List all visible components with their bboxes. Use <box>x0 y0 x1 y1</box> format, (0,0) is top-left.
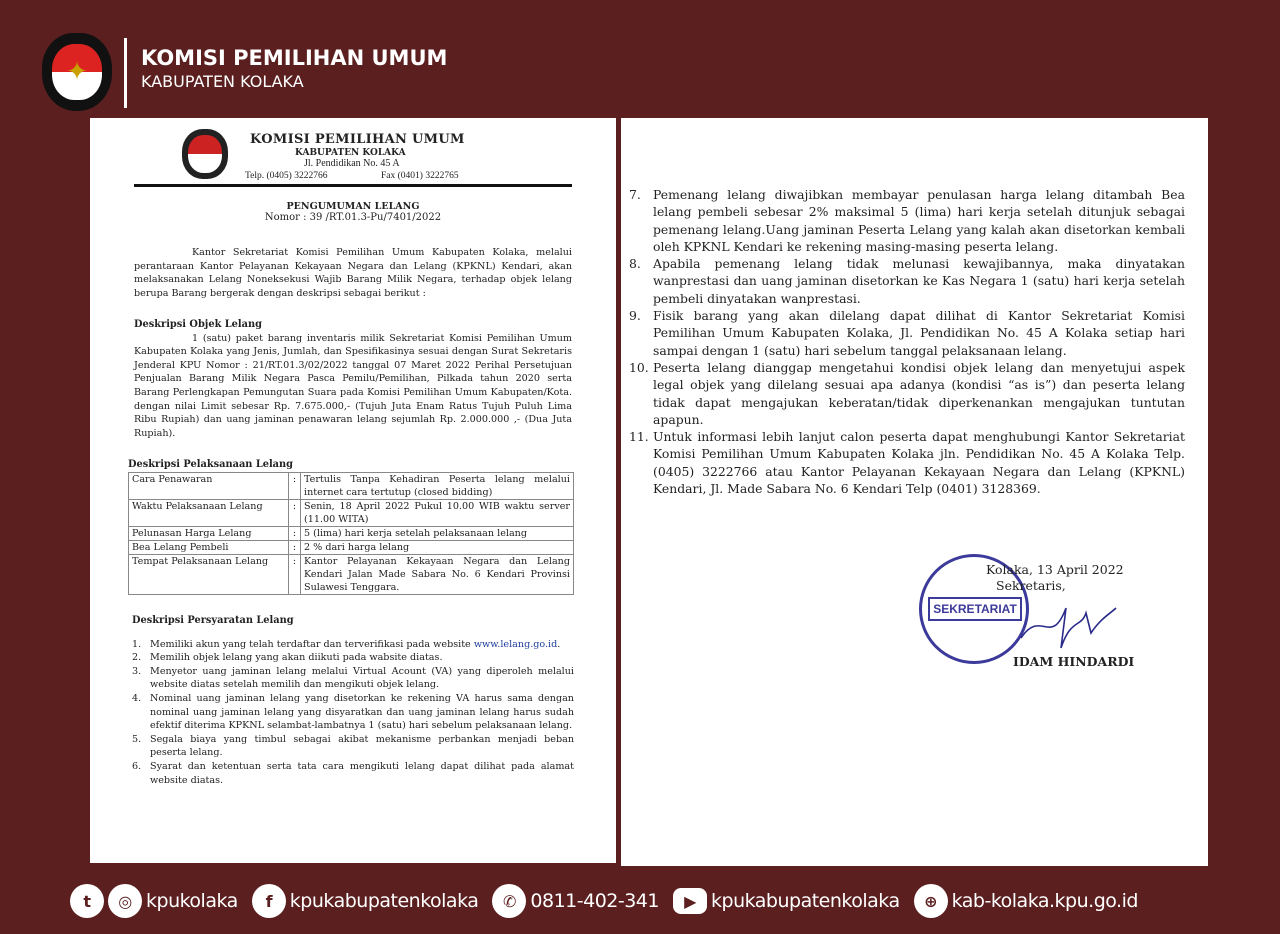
pelaksanaan-table <box>128 472 574 595</box>
whatsapp-icon[interactable]: ✆ <box>492 884 526 918</box>
table-row: Bea Lelang Pembeli : 2 % dari harga lelang <box>129 540 574 554</box>
twitter-icon[interactable]: t <box>70 884 104 918</box>
list-item: 9. Fisik barang yang akan dilelang dapat dilihat di Kantor Sekretariat Komisi Pemilihan Umum Kabupaten Kolaka, Jl. Pendidikan No. 45 A Kolaka setiap hari sampai dengan 1 (satu) hari sebelum tanggal pelaksanaan lelang. <box>629 308 1185 358</box>
list-item: 8. Apabila pemenang lelang tidak melunasi kewajibannya, maka dinyatakan wanprestasi dan uang jaminan disetorkan ke Kas Negara 1 (satu) hari kerja setelah pembeli dinyatakan wanprestasi. <box>629 256 1185 306</box>
facebook-icon[interactable]: f <box>252 884 286 918</box>
letterhead-org: KOMISI PEMILIHAN UMUM <box>250 132 465 147</box>
signer-name: IDAM HINDARDI <box>1013 654 1135 669</box>
pelaksanaan-heading: Deskripsi Pelaksanaan Lelang <box>128 459 293 470</box>
letterhead-address: Jl. Pendidikan No. 45 A <box>304 158 400 169</box>
objek-heading: Deskripsi Objek Lelang <box>134 319 262 330</box>
table-row: Tempat Pelaksanaan Lelang : Kantor Pelayanan Kekayaan Negara dan Lelang Kendari Jalan Made Sabara No. 6 Kendari Provinsi Sulawesi Tenggara. <box>129 554 574 594</box>
list-item: 4. Nominal uang jaminan lelang yang disetorkan ke rekening VA harus sama dengan nominal uang jaminan lelang yang disyaratkan dan uang jaminan lelang harus sudah efektif diterima KPKNL selambat-lambatnya 1 (satu) hari sebelum pelaksanaan lelang. <box>132 692 574 732</box>
list-item: 11. Untuk informasi lebih lanjut calon peserta dapat menghubungi Kantor Sekretariat Komisi Pemilihan Umum Kabupaten Kolaka jln. Pendidikan No. 45 A Kolaka Telp. (0405) 3222766 atau Kantor Pelayanan Kekayaan Negara dan Lelang (KPKNL) Kendari, Jl. Made Sabara No. 6 Kendari Telp (0401) 3128369. <box>629 429 1185 497</box>
doc-number: Nomor : 39 /RT.01.3-Pu/7401/2022 <box>264 212 442 223</box>
table-row: Pelunasan Harga Lelang : 5 (lima) hari kerja setelah pelaksanaan lelang <box>129 526 574 540</box>
instagram-icon[interactable]: ◎ <box>108 884 142 918</box>
globe-icon[interactable]: ⊕ <box>914 884 948 918</box>
list-item: 1. Memiliki akun yang telah terdaftar dan terverifikasi pada website www.lelang.go.id. <box>132 638 561 650</box>
letterhead-rule <box>134 184 572 187</box>
list-item: 5. Segala biaya yang timbul sebagai akibat mekanisme perbankan menjadi beban peserta lelang. <box>132 733 574 759</box>
list-item: 7. Pemenang lelang diwajibkan membayar penulasan harga lelang ditambah Bea lelang pembeli sebesar 2% maksimal 5 (lima) hari kerja setelah ditunjuk sebagai pemenang lelang.Uang jaminan Peserta Lelang yang kalah akan disetorkan kembali oleh KPKNL Kendari ke rekening masing-masing peserta lelang. <box>629 187 1185 254</box>
list-item: 2. Memilih objek lelang yang akan diikuti pada wabsite diatas. <box>132 652 443 664</box>
signer-position: Sekretaris, <box>996 578 1066 593</box>
list-item: 6. Syarat dan ketentuan serta tata cara mengikuti lelang dapat dilihat pada alamat website diatas. <box>132 760 574 786</box>
table-row: Cara Penawaran : Tertulis Tanpa Kehadiran Peserta lelang melalui internet cara tertutup (closed bidding) <box>129 472 574 499</box>
youtube-handle[interactable]: kpukabupatenkolaka <box>711 890 900 912</box>
kpu-logo: ✦ <box>42 33 112 111</box>
official-stamp: SEKRETARIAT <box>919 554 1029 664</box>
document-page-2 <box>621 118 1208 866</box>
letterhead-unit: KABUPATEN KOLAKA <box>295 148 406 158</box>
table-row: Waktu Pelaksanaan Lelang : Senin, 18 April 2022 Pukul 10.00 WIB waktu server (11.00 WITA) <box>129 499 574 526</box>
doc-title: PENGUMUMAN LELANG <box>286 201 420 212</box>
list-item: 3. Menyetor uang jaminan lelang melalui Virtual Acount (VA) yang diperoleh melalui website diatas setelah memilih dan mengikuti objek lelang. <box>132 665 574 691</box>
header-title: KOMISI PEMILIHAN UMUM <box>141 46 448 70</box>
letterhead-logo <box>182 129 228 179</box>
place-date: Kolaka, 13 April 2022 <box>986 562 1124 577</box>
facebook-handle[interactable]: kpukabupatenkolaka <box>289 890 479 912</box>
header-subtitle: KABUPATEN KOLAKA <box>141 72 304 91</box>
objek-paragraph: 1 (satu) paket barang inventaris milik Sekretariat Komisi Pemilihan Umum Kabupaten Kolaka yang Jenis, Jumlah, dan Spesifikasinya sesuai dengan Surat Sekretaris Jenderal KPU Nomor : 21/RT.01.3/02/2022 tanggal 07 Maret 2022 Perihal Persetujuan Penjualan Barang Milik Negara Pasca Pemilu/Pemilihan, Pilkada tahun 2020 serta Barang Perlengkapan Pemungutan Suara pada Komisi Pemilihan Umum Kabupaten/Kota. dengan nilai Limit sebesar Rp. 7.675.000,- (Tujuh Juta Enam Ratus Tujuh Puluh Lima Ribu Rupiah) dan uang jaminan penawaran lelang sejumlah Rp. 2.000.000 ,- (Dua Juta Rupiah). <box>134 332 572 439</box>
youtube-icon[interactable]: ▶ <box>673 888 707 914</box>
letterhead-phone: Telp. (0405) 3222766 <box>245 171 328 181</box>
website-link[interactable]: kab-kolaka.kpu.go.id <box>951 890 1138 912</box>
header-divider <box>124 38 127 108</box>
instagram-handle[interactable]: kpukolaka <box>146 890 238 912</box>
list-item: 10. Peserta lelang dianggap mengetahui kondisi objek lelang dan menyetujui aspek legal objek yang dilelang sesuai apa adanya (kondisi “as is”) dan peserta lelang tidak dapat mengajukan keberatan/tidak diperkenankan mengajukan tuntutan apapun. <box>629 359 1185 427</box>
document-page-1 <box>90 118 616 863</box>
letterhead-fax: Fax (0401) 3222765 <box>381 171 459 181</box>
signature <box>1011 588 1121 658</box>
lelang-link[interactable]: www.lelang.go.id <box>473 638 558 650</box>
intro-paragraph: Kantor Sekretariat Komisi Pemilihan Umum Kabupaten Kolaka, melalui perantaraan Kantor Pelayanan Kekayaan Negara dan Lelang (KPKNL) Kendari, akan melaksanakan Lelang Noneksekusi Wajib Barang Milik Negara, terhadap objek lelang berupa Barang bergerak dengan deskripsi sebagai berikut : <box>134 247 572 299</box>
whatsapp-number[interactable]: 0811-402-341 <box>530 890 659 912</box>
persyaratan-heading: Deskripsi Persyaratan Lelang <box>132 615 294 626</box>
social-footer <box>70 880 1138 922</box>
